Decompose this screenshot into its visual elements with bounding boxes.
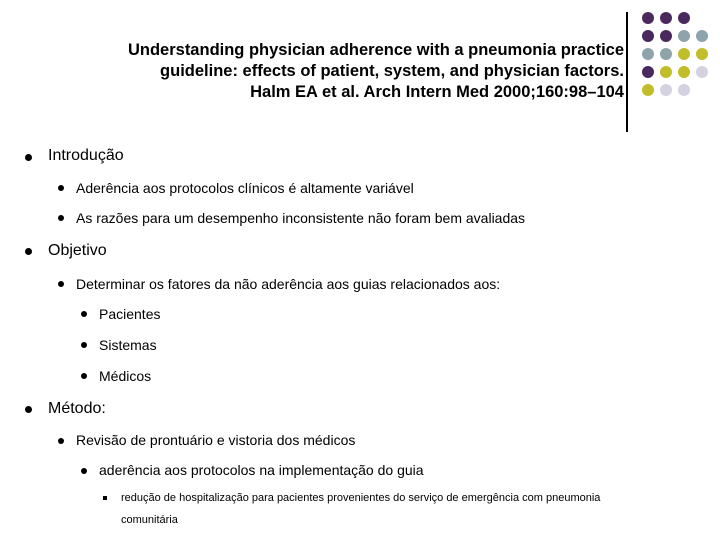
bullet-icon xyxy=(25,154,32,161)
decorative-dot xyxy=(642,84,654,96)
title-line-1: Understanding physician adherence with a pneumonia practice xyxy=(127,41,624,59)
section-heading-introducao: Introdução xyxy=(48,147,124,164)
bullet-icon xyxy=(25,248,32,255)
square-bullet-icon xyxy=(103,496,107,500)
bullet-icon xyxy=(58,185,64,191)
decorative-dot xyxy=(642,66,654,78)
decorative-dot xyxy=(696,66,708,78)
bullet-icon xyxy=(81,342,87,348)
list-item: Pacientes xyxy=(99,306,161,322)
list-item: Sistemas xyxy=(99,337,157,353)
list-item: Determinar os fatores da não aderência aos guias relacionados aos: xyxy=(76,276,501,292)
slide-title xyxy=(20,40,624,103)
bullet-icon xyxy=(81,311,87,317)
detail-line-2: comunitária xyxy=(121,514,178,526)
decorative-dot xyxy=(696,30,708,42)
list-item: Aderência aos protocolos clínicos é altamente variável xyxy=(76,180,414,196)
decorative-dot xyxy=(678,12,690,24)
section-heading-objetivo: Objetivo xyxy=(48,242,107,259)
list-item: As razões para um desempenho inconsistente não foram bem avaliadas xyxy=(76,210,526,226)
title-line-3: Halm EA et al. Arch Intern Med 2000;160:98–104 xyxy=(250,83,624,101)
decorative-dot xyxy=(660,30,672,42)
decorative-dot xyxy=(660,84,672,96)
decorative-dot xyxy=(660,48,672,60)
bullet-icon xyxy=(25,406,32,413)
decorative-dot xyxy=(660,66,672,78)
bullet-icon xyxy=(58,438,64,444)
list-item: Médicos xyxy=(99,368,152,384)
decorative-dot xyxy=(642,12,654,24)
decorative-dot xyxy=(660,12,672,24)
decorative-dot xyxy=(678,48,690,60)
decorative-dot xyxy=(696,48,708,60)
decorative-dot xyxy=(678,84,690,96)
title-line-2: guideline: effects of patient, system, and physician factors. xyxy=(160,62,624,80)
list-item: Revisão de prontuário e vistoria dos médicos xyxy=(76,432,356,448)
decorative-dot xyxy=(678,30,690,42)
decorative-dot xyxy=(642,48,654,60)
bullet-icon xyxy=(81,468,87,474)
detail-line-1: redução de hospitalização para pacientes provenientes do serviço de emergência com pneumonia xyxy=(121,492,601,504)
bullet-icon xyxy=(81,373,87,379)
list-item: aderência aos protocolos na implementação do guia xyxy=(99,462,424,478)
decorative-dot xyxy=(642,30,654,42)
section-heading-metodo: Método: xyxy=(48,400,106,417)
bullet-icon xyxy=(58,281,64,287)
bullet-icon xyxy=(58,215,64,221)
decorative-dot xyxy=(678,66,690,78)
title-divider xyxy=(626,12,628,132)
